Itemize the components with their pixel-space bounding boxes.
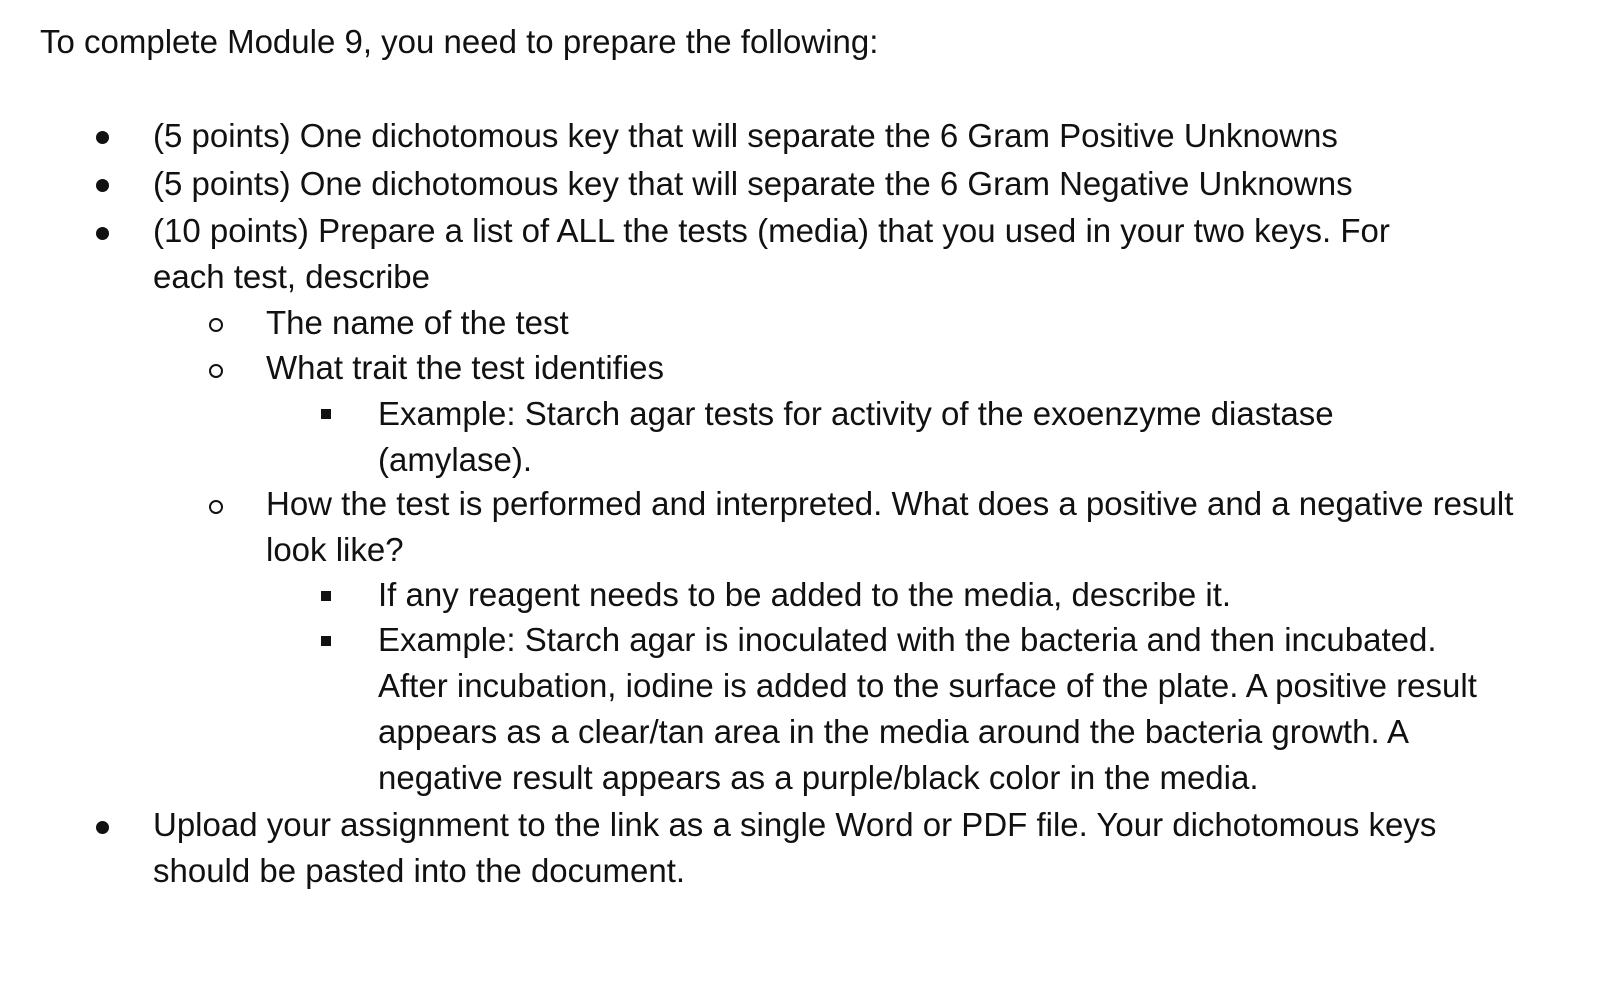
- sub-sub-list-item-text: If any reagent needs to be added to the media, describe it.: [378, 576, 1232, 613]
- circle-bullet-icon: [209, 500, 223, 514]
- sub-sub-list-item-text: Example: Starch agar tests for activity of the exoenzyme diastase (amylase).: [378, 395, 1343, 478]
- circle-bullet-icon: [209, 364, 223, 378]
- square-bullet-icon: [321, 409, 331, 419]
- list-item-text: (5 points) One dichotomous key that will separate the 6 Gram Negative Unknowns: [153, 165, 1353, 202]
- circle-bullet-icon: [209, 318, 223, 332]
- list-item-text: (10 points) Prepare a list of ALL the tests (media) that you used in your two keys. For each test, describe: [153, 212, 1400, 295]
- sub-list-item-text: How the test is performed and interpreted. What does a positive and a negative result look like?: [266, 485, 1523, 568]
- bullet-icon: [96, 821, 109, 834]
- bullet-icon: [96, 227, 109, 240]
- list-item-text: Upload your assignment to the link as a single Word or PDF file. Your dichotomous keys should be pasted into the document.: [153, 806, 1446, 889]
- sub-list-item-text: What trait the test identifies: [266, 349, 665, 386]
- sub-sub-list-item-text: Example: Starch agar is inoculated with the bacteria and then incubated. After incubation, iodine is added to the surface of the plate. A positive result appears as a clear/tan area in the media around the bacteria growth. A negative result appears as a purple/black color in the media.: [378, 621, 1487, 796]
- intro-heading: To complete Module 9, you need to prepare the following:: [40, 23, 879, 60]
- bullet-icon: [96, 179, 109, 192]
- bullet-icon: [96, 131, 109, 144]
- sub-list-item-text: The name of the test: [266, 304, 569, 341]
- square-bullet-icon: [321, 591, 331, 601]
- square-bullet-icon: [321, 636, 331, 646]
- list-item-text: (5 points) One dichotomous key that will separate the 6 Gram Positive Unknowns: [153, 117, 1338, 154]
